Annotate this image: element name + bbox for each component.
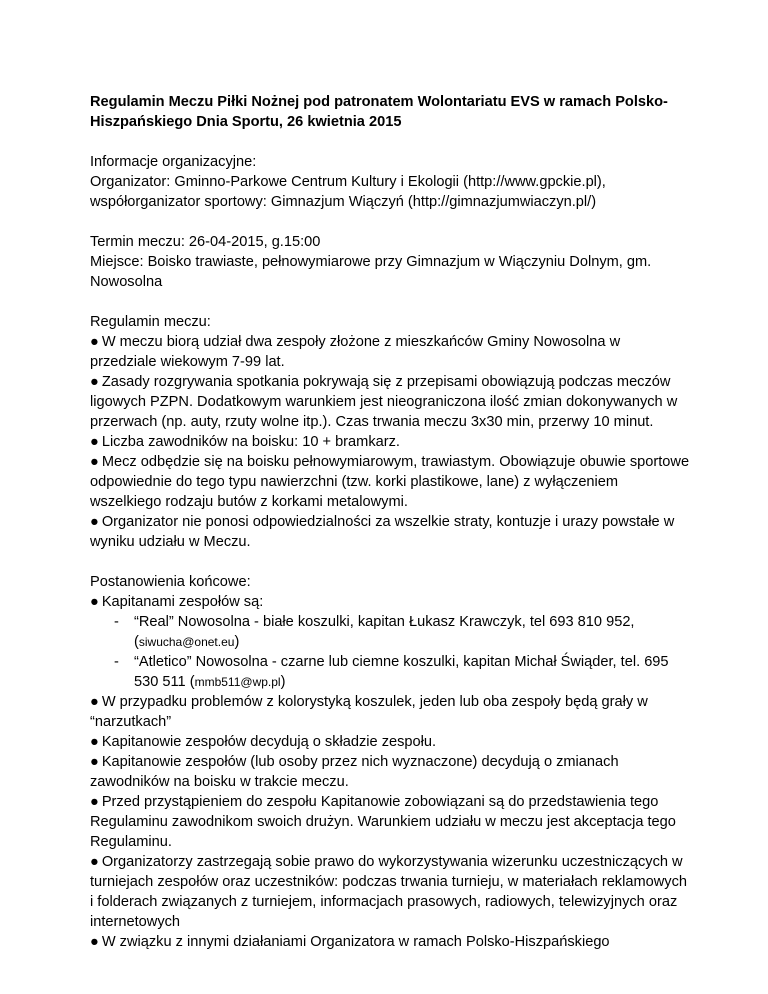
bullet-icon: ● [90, 434, 99, 450]
bullet-icon: ● [90, 334, 99, 350]
match-date: Termin meczu: 26-04-2015, g.15:00 [90, 234, 321, 250]
rule-item: ● Organizator nie ponosi odpowiedzialności za wszelkie straty, kontuzje i urazy powstałe w wyniku udziału w Meczu. [90, 514, 675, 550]
bullet-icon: ● [90, 694, 99, 710]
bullet-icon: ● [90, 374, 99, 390]
document-content [90, 92, 690, 952]
final-item: ● W przypadku problemów z kolorystyką koszulek, jeden lub oba zespoły będą grały w “narzutkach” [90, 694, 648, 730]
rule-item: ● Zasady rozgrywania spotkania pokrywają się z przepisami obowiązują podczas meczów ligowych PZPN. Dodatkowym warunkiem jest nieograniczona ilość zmian dokonywanych w przerwach (np. auty, rzuty wolne itp.). Czas trwania meczu 3x30 min, przerwy 10 minut. [90, 374, 678, 430]
dash-icon: - [114, 654, 119, 670]
match-place: Miejsce: Boisko trawiaste, pełnowymiarowe przy Gimnazjum w Wiączyniu Dolnym, gm. Nowosolna [90, 254, 652, 290]
spacer [90, 212, 690, 232]
final-item: ● Kapitanowie zespołów decydują o składzie zespołu. [90, 734, 437, 750]
rules-heading: Regulamin meczu: [90, 314, 211, 330]
rule-item: ● Liczba zawodników na boisku: 10 + bramkarz. [90, 434, 400, 450]
document-title: Regulamin Meczu Piłki Nożnej pod patronatem Wolontariatu EVS w ramach Polsko-Hiszpańskiego Dnia Sportu, 26 kwietnia 2015 [90, 94, 668, 130]
final-item: ● Przed przystąpieniem do zespołu Kapitanowie zobowiązani są do przedstawienia tego Regulaminu zawodnikom swoich drużyn. Warunkiem udziału w meczu jest akceptacja tego Regulaminu. [90, 794, 676, 850]
team-item: - “Real” Nowosolna - białe koszulki, kapitan Łukasz Krawczyk, tel 693 810 952, (siwucha@onet.eu) [114, 614, 635, 650]
final-item: ● W związku z innymi działaniami Organizatora w ramach Polsko-Hiszpańskiego [90, 934, 610, 950]
rule-item: ● Mecz odbędzie się na boisku pełnowymiarowym, trawiastym. Obowiązuje obuwie sportowe odpowiednie do tego typu nawierzchni (tzw. korki plastikowe, lane) z wyłączeniem wszelkiego rodzaju butów z korkami metalowymi. [90, 454, 690, 510]
final-item: ● Organizatorzy zastrzegają sobie prawo do wykorzystywania wizerunku uczestniczących w turniejach zespołów oraz uczestników: podczas trwania turnieju, w materiałach reklamowych i folderach związanych z turniejem, informacjach prasowych, radiowych, telewizyjnych oraz internetowych [90, 854, 687, 930]
info-heading: Informacje organizacyjne: [90, 154, 257, 170]
bullet-icon: ● [90, 514, 99, 530]
final-item: ● Kapitanowie zespołów (lub osoby przez nich wyznaczone) decydują o zmianach zawodników na boisku w trakcie meczu. [90, 754, 619, 790]
spacer [90, 552, 690, 572]
rule-item: ● W meczu biorą udział dwa zespoły złożone z mieszkańców Gminy Nowosolna w przedziale wiekowym 7-99 lat. [90, 334, 621, 370]
bullet-icon: ● [90, 754, 99, 770]
spacer [90, 292, 690, 312]
captain-email[interactable]: siwucha@onet.eu [138, 635, 235, 649]
team-item: - “Atletico” Nowosolna - czarne lub ciemne koszulki, kapitan Michał Świąder, tel. 695 530 511 (mmb511@wp.pl) [114, 654, 669, 690]
dash-icon: - [114, 614, 119, 630]
bullet-icon: ● [90, 794, 99, 810]
spacer [90, 132, 690, 152]
bullet-icon: ● [90, 854, 99, 870]
bullet-icon: ● [90, 934, 99, 950]
final-item: ● Kapitanami zespołów są: [90, 594, 264, 610]
captain-email[interactable]: mmb511@wp.pl [194, 675, 281, 689]
final-heading: Postanowienia końcowe: [90, 574, 251, 590]
bullet-icon: ● [90, 734, 99, 750]
bullet-icon: ● [90, 594, 99, 610]
organizer-text: Organizator: Gminno-Parkowe Centrum Kultury i Ekologii (http://www.gpckie.pl), współorganizator sportowy: Gimnazjum Wiączyń (http://gimnazjumwiaczyn.pl/) [90, 174, 606, 210]
bullet-icon: ● [90, 454, 99, 470]
